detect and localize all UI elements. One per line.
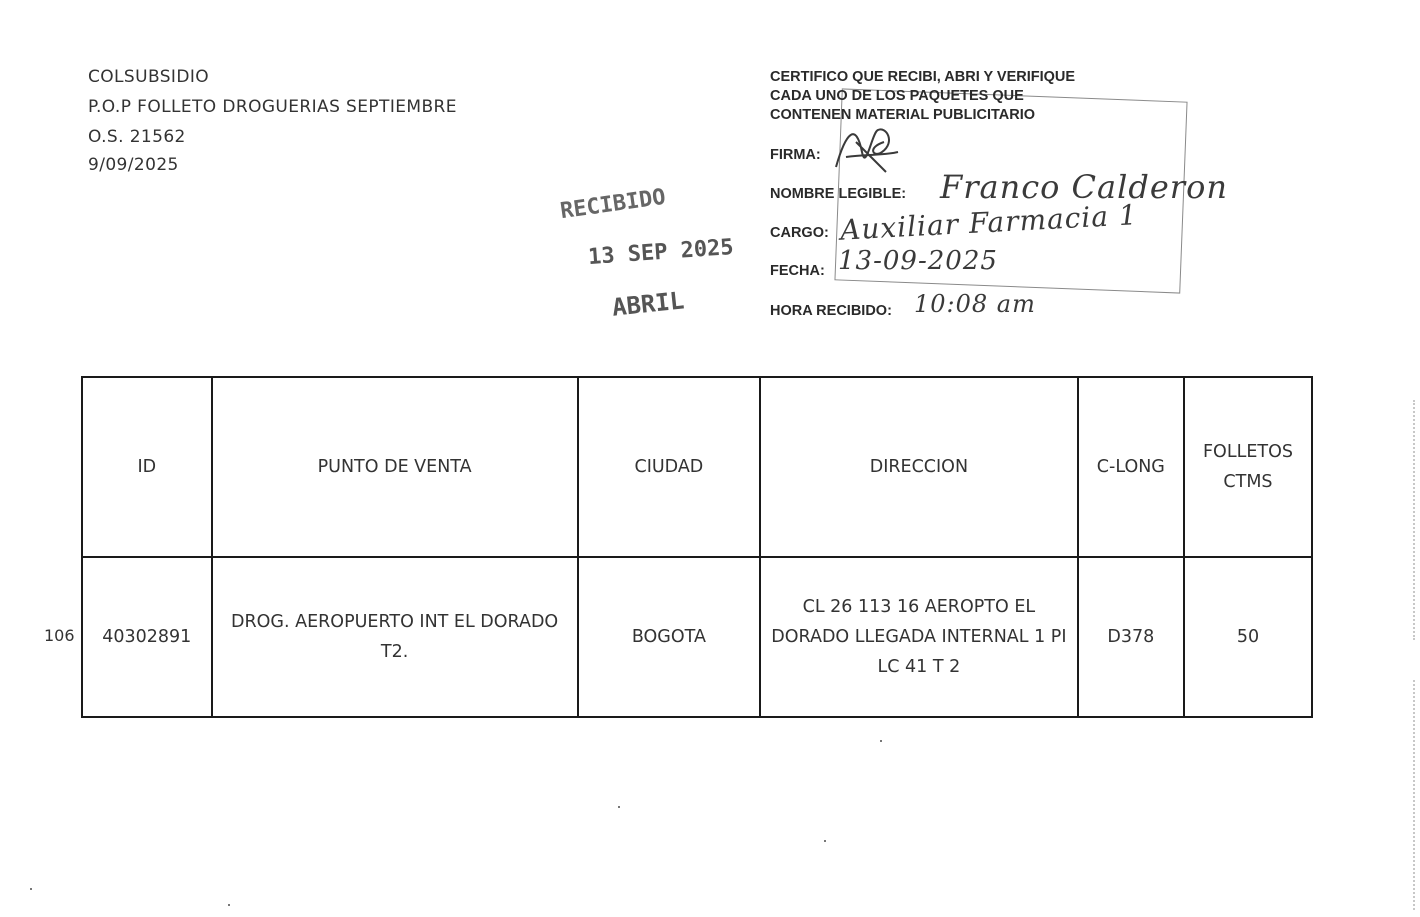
firma-label: FIRMA:	[770, 147, 821, 163]
scan-speck	[618, 806, 620, 808]
scan-edge-line	[1413, 400, 1417, 640]
cargo-value: Auxiliar Farmacia 1	[839, 198, 1139, 247]
hora-value: 10:08 am	[914, 290, 1036, 318]
document-description: P.O.P FOLLETO DROGUERIAS SEPTIEMBRE	[88, 97, 457, 117]
hora-label: HORA RECIBIDO:	[770, 303, 892, 319]
certification-line-2: CADA UNO DE LOS PAQUETES QUE	[770, 88, 1024, 104]
scan-speck	[880, 740, 882, 742]
handwritten-signature	[826, 112, 906, 184]
cargo-label: CARGO:	[770, 225, 829, 241]
received-stamp-line-3: ABRIL	[610, 286, 686, 322]
document-date: 9/09/2025	[88, 155, 179, 175]
table-header-row	[82, 377, 1312, 557]
received-stamp-date: 13 SEP 2025	[587, 234, 735, 271]
column-header-id: ID	[82, 377, 212, 557]
fecha-value: 13-09-2025	[838, 246, 998, 276]
scan-speck	[30, 888, 32, 890]
cell-direccion: CL 26 113 16 AEROPTO EL DORADO LLEGADA INTERNAL 1 PI LC 41 T 2	[760, 557, 1078, 717]
certification-statement	[770, 68, 1075, 125]
fecha-label: FECHA:	[770, 263, 825, 279]
cell-c-long: D378	[1078, 557, 1184, 717]
received-stamp-line-1: RECIBIDO	[558, 184, 668, 225]
row-number: 106	[44, 626, 75, 645]
cell-folletos: 50	[1184, 557, 1312, 717]
company-name: COLSUBSIDIO	[88, 67, 210, 87]
scan-speck	[824, 840, 826, 842]
certification-line-3: CONTENEN MATERIAL PUBLICITARIO	[770, 107, 1036, 123]
cell-id: 40302891	[82, 557, 212, 717]
cell-punto-de-venta: DROG. AEROPUERTO INT EL DORADO T2.	[212, 557, 578, 717]
nombre-label: NOMBRE LEGIBLE:	[770, 186, 907, 202]
order-number: O.S. 21562	[88, 127, 186, 147]
delivery-table	[81, 376, 1313, 718]
certification-line-1: CERTIFICO QUE RECIBI, ABRI Y VERIFIQUE	[770, 69, 1076, 85]
document-header	[88, 66, 457, 182]
table-row	[82, 557, 1312, 717]
scan-edge-line	[1413, 680, 1417, 910]
column-header-direccion: DIRECCION	[760, 377, 1078, 557]
column-header-ciudad: CIUDAD	[578, 377, 760, 557]
column-header-c-long: C-LONG	[1078, 377, 1184, 557]
cell-ciudad: BOGOTA	[578, 557, 760, 717]
column-header-folletos-ctms: FOLLETOS CTMS	[1184, 377, 1312, 557]
nombre-value: Franco Calderon	[940, 168, 1228, 206]
scan-speck	[228, 904, 230, 906]
column-header-punto-de-venta: PUNTO DE VENTA	[212, 377, 578, 557]
